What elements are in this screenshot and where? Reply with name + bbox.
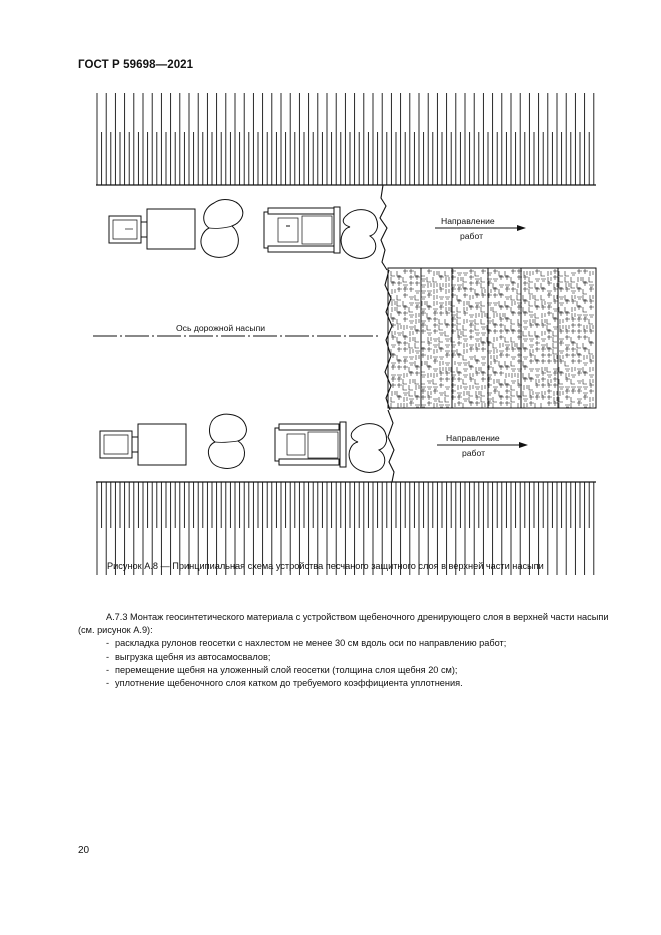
stone-pile-top-a (201, 200, 243, 258)
direction-arrow-bottom (437, 433, 528, 458)
direction-label-top-line2: работ (460, 231, 484, 241)
list-item: - выгрузка щебня из автосамосвалов; (106, 651, 271, 662)
bulldozer-top (264, 207, 340, 253)
body-text (78, 611, 618, 690)
list-item: - перемещение щебня на уложенный слой геосетки (толщина слоя щебня 20 см); (106, 664, 458, 675)
top-embankment-slope-hatching (97, 93, 594, 185)
direction-label-bottom-line2: работ (462, 448, 486, 458)
dump-truck-bottom (100, 424, 186, 465)
work-front-boundary-top (380, 185, 387, 270)
section-paragraph: А.7.3 Монтаж геосинтетического материала с устройством щебеночного дренирующего слоя в верхней части насыпи (см. рисунок А.9): (78, 612, 609, 636)
dump-truck-top (109, 209, 195, 249)
direction-label-top-line1: Направление (441, 216, 495, 226)
road-axis-label: Ось дорожной насыпи (176, 323, 266, 333)
list-item: - раскладка рулонов геосетки с нахлестом не менее 30 см вдоль оси по направлению работ; (106, 638, 507, 649)
stone-pile-bottom-b (349, 424, 387, 473)
work-steps-list (78, 637, 618, 690)
list-item: - уплотнение щебеночного слоя катком до требуемого коэффициента уплотнения. (106, 678, 463, 689)
laid-geogrid-area (388, 268, 596, 408)
figure-caption: Рисунок А.8 — Принципиальная схема устройства песчаного защитного слоя в верхней части насыпи (107, 561, 544, 571)
document-header: ГОСТ Р 59698—2021 (78, 59, 194, 71)
work-front-boundary-bottom (388, 410, 394, 482)
bulldozer-bottom (275, 422, 346, 467)
page-number: 20 (78, 845, 90, 856)
direction-label-bottom-line1: Направление (446, 433, 500, 443)
stone-pile-bottom-a (208, 414, 246, 468)
direction-arrow-top (435, 216, 526, 241)
stone-pile-top-b (341, 210, 378, 259)
